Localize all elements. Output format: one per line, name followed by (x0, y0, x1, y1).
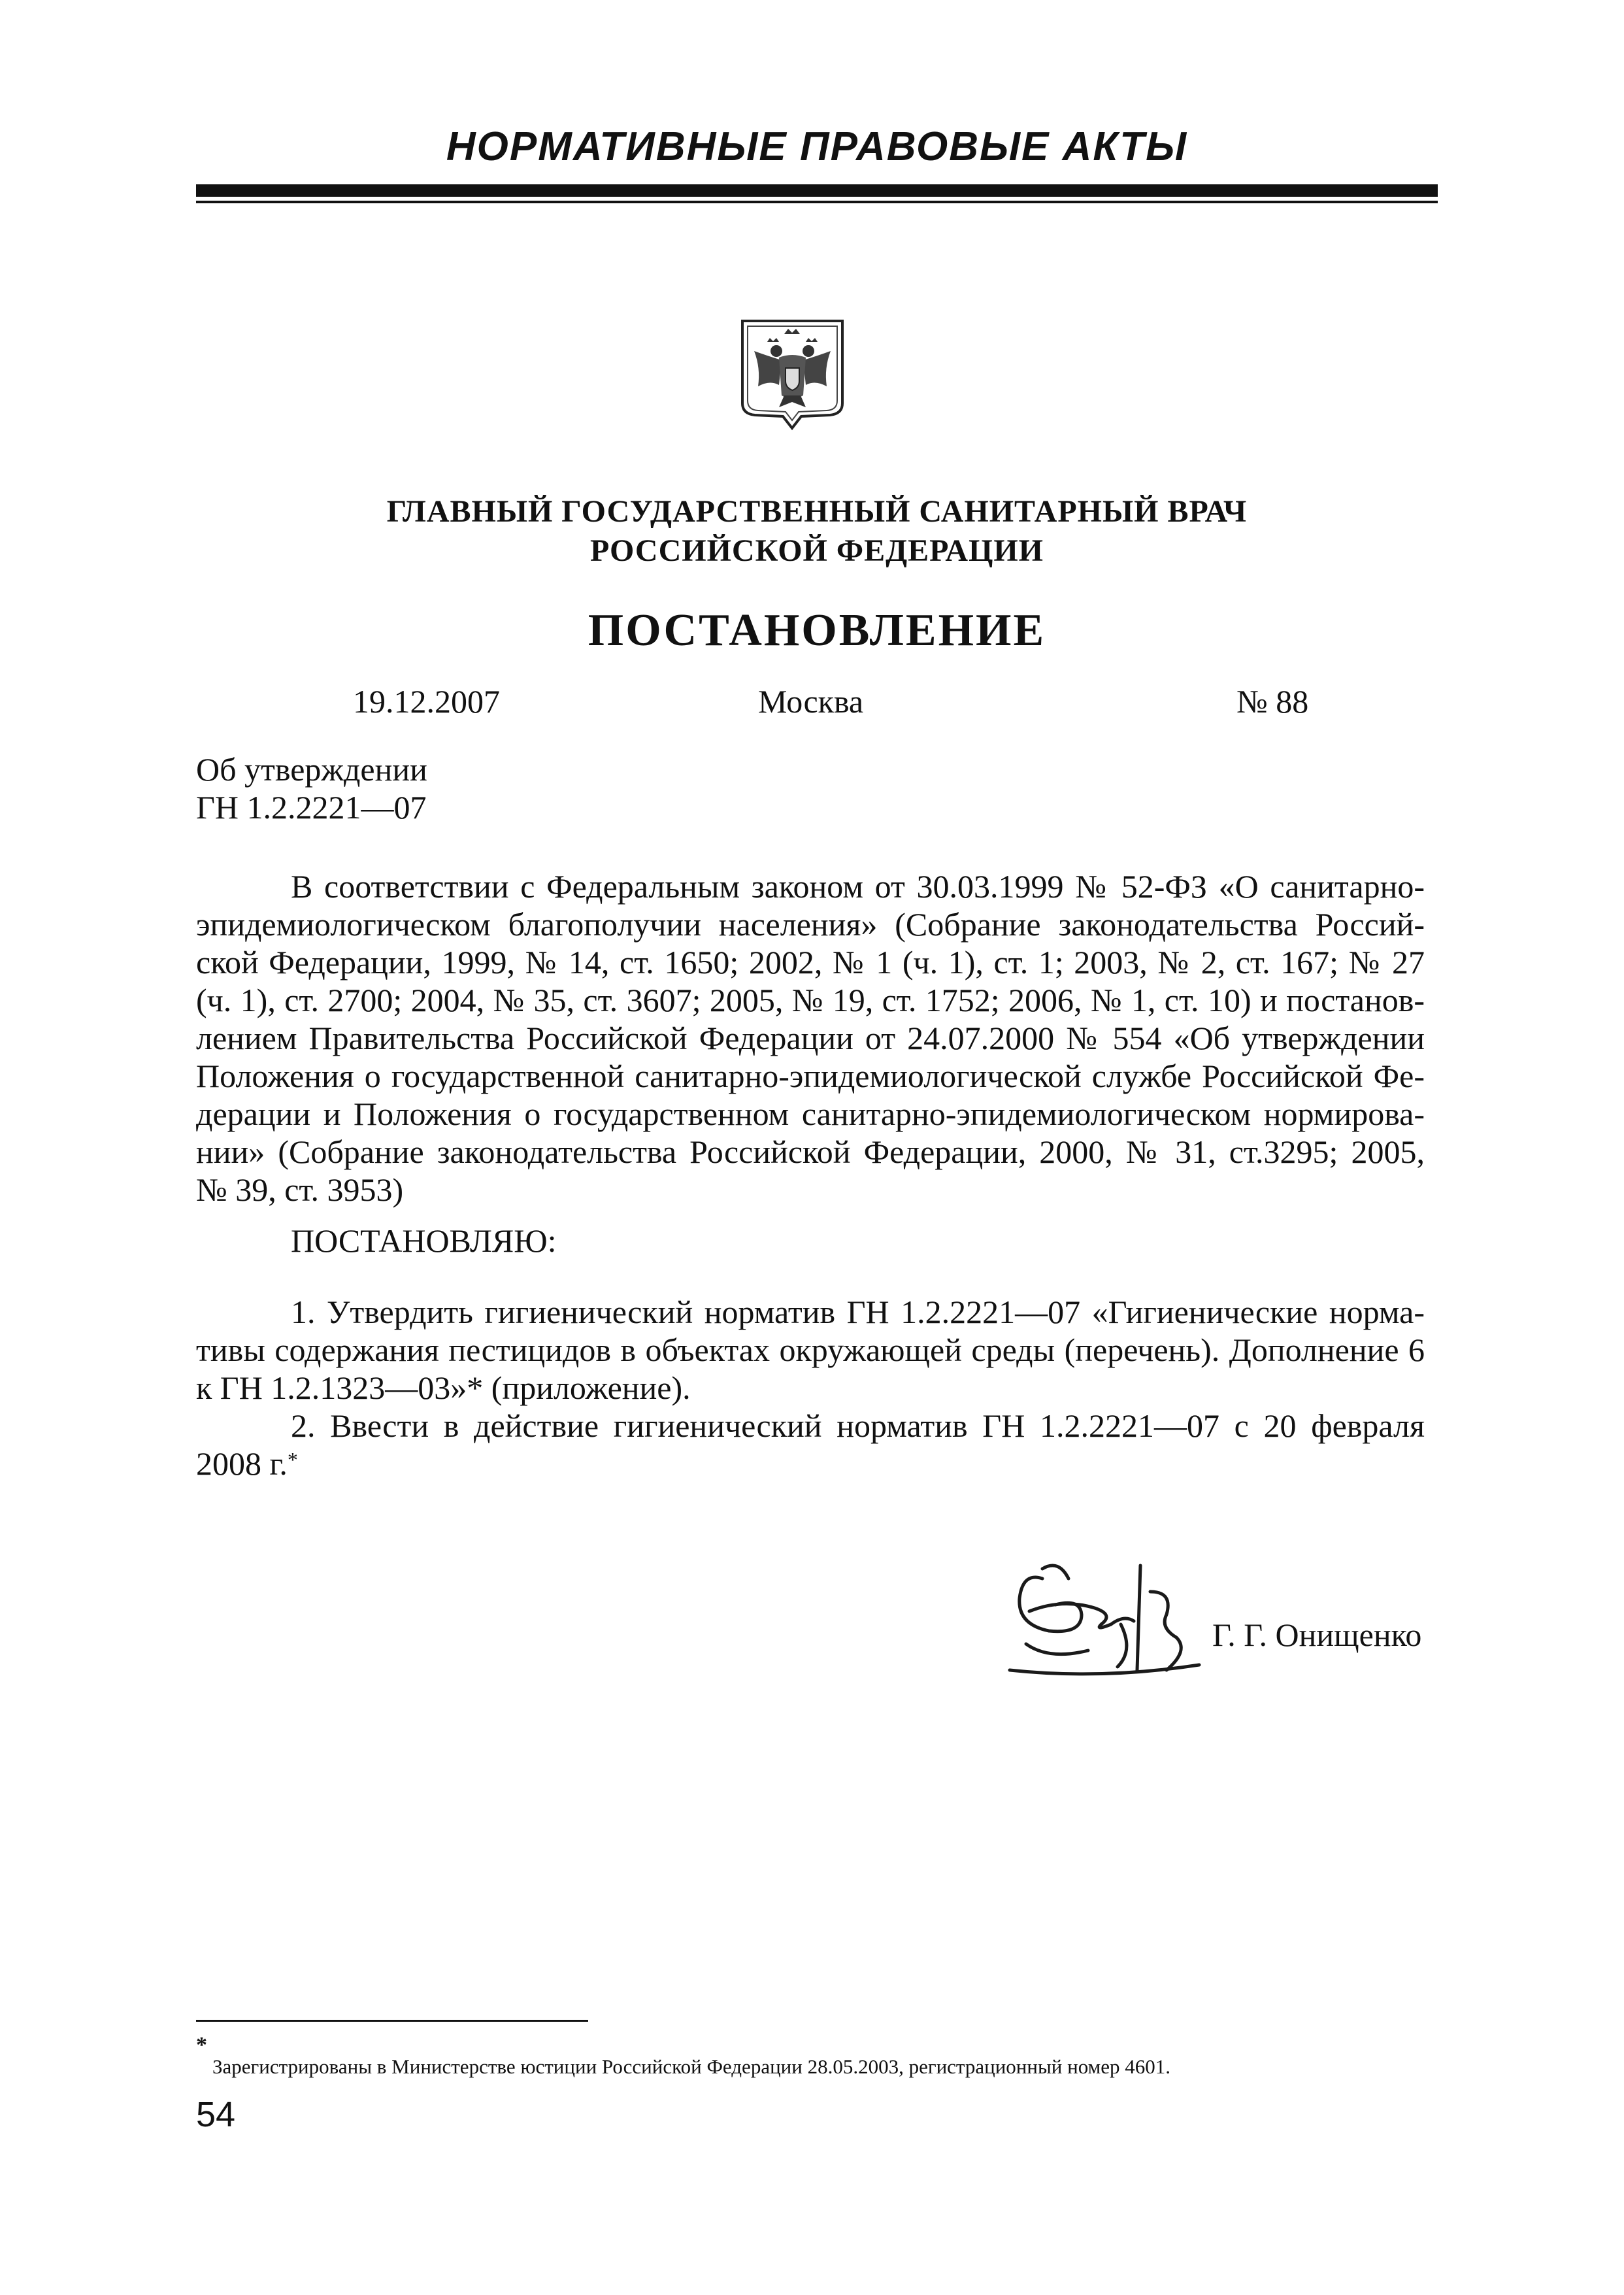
item-1-line: 1. Утвердить гигиенический норматив ГН 1.2.2221—07 «Гигиенические норма- (291, 1294, 1425, 1330)
footnote-mark: * (196, 2033, 207, 2057)
item-1-line: к ГН 1.2.1323—03»* (приложение). (196, 1369, 691, 1406)
footnote-text: Зарегистрированы в Министерстве юстиции Российской Федерации 28.05.2003, регистрационный номер 4601. (212, 2055, 1171, 2078)
preamble-line: Положения о государственной санитарно-эпидемиологической службе Российской Фе- (196, 1058, 1425, 1094)
item-2-line: 2. Ввести в действие гигиенический норматив ГН 1.2.2221—07 с 20 февраля (291, 1407, 1425, 1444)
preamble-line: эпидемиологическом благополучии населения» (Собрание законодательства Россий- (196, 906, 1425, 943)
page-number: 54 (196, 2095, 236, 2134)
preamble-line: дерации и Положения о государственном санитарно-эпидемиологическом нормирова- (196, 1096, 1425, 1132)
document-date: 19.12.2007 (353, 683, 500, 720)
item-2-year: 2008 г. (196, 1445, 288, 1482)
document-city: Москва (758, 683, 864, 720)
header-rule-thick (196, 184, 1438, 197)
footnote-reference: * (287, 1448, 298, 1471)
preamble-line: ской Федерации, 1999, № 14, ст. 1650; 2002, № 1 (ч. 1), ст. 1; 2003, № 2, ст. 167; № 27 (196, 944, 1425, 980)
subject-line-2: ГН 1.2.2221—07 (196, 789, 427, 826)
preamble-line: нии» (Собрание законодательства Российской Федерации, 2000, № 31, ст.3295; 2005, (196, 1133, 1425, 1170)
header-rule-thin (196, 201, 1438, 203)
item-2-line-2 (196, 1445, 1425, 1483)
preamble-line: № 39, ст. 3953) (196, 1171, 404, 1208)
issuer-title-line-1: ГЛАВНЫЙ ГОСУДАРСТВЕННЫЙ САНИТАРНЫЙ ВРАЧ (386, 494, 1248, 529)
signatory-name: Г. Г. Онищенко (1212, 1617, 1422, 1653)
issuer-title-line-2: РОССИЙСКОЙ ФЕДЕРАЦИИ (589, 533, 1044, 568)
document-type-heading: ПОСТАНОВЛЕНИЕ (588, 605, 1046, 656)
preamble-line: (ч. 1), ст. 2700; 2004, № 35, ст. 3607; 2005, № 19, ст. 1752; 2006, № 1, ст. 10) и постанов- (196, 982, 1425, 1018)
subject-line-1: Об утверждении (196, 751, 427, 788)
footnote-rule (196, 2020, 588, 2022)
item-1-line: тивы содержания пестицидов в объектах окружающей среды (перечень). Дополнение 6 (196, 1332, 1425, 1368)
coat-of-arms-emblem (738, 317, 846, 431)
preamble-line: В соответствии с Федеральным законом от 30.03.1999 № 52-ФЗ «О санитарно- (291, 868, 1425, 905)
section-title: НОРМАТИВНЫЕ ПРАВОВЫЕ АКТЫ (446, 124, 1188, 169)
document-number: № 88 (1236, 683, 1309, 720)
handwritten-signature (1003, 1552, 1212, 1683)
decree-word: ПОСТАНОВЛЯЮ: (291, 1222, 557, 1259)
preamble-line: лением Правительства Российской Федерации от 24.07.2000 № 554 «Об утверждении (196, 1020, 1425, 1056)
